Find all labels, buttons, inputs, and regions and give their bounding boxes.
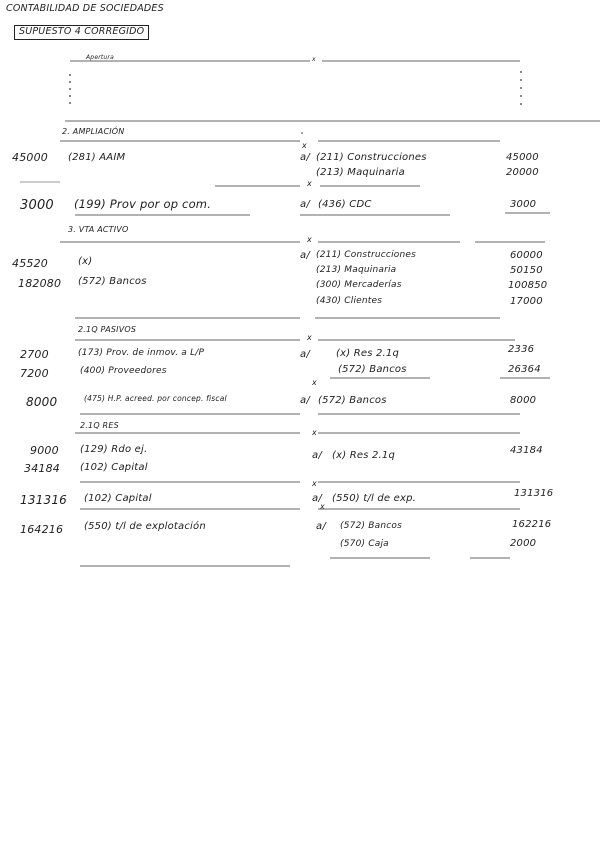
section-vta-activo: 3. VTA ACTIVO xyxy=(68,225,129,234)
separator-x: x xyxy=(320,502,325,511)
separator-x: x xyxy=(312,479,317,488)
debit-amount: 3000 xyxy=(20,198,54,213)
credit-account: (213) Maquinaria xyxy=(316,167,405,178)
debit-amount: 164216 xyxy=(20,523,64,536)
credit-amount: 3000 xyxy=(510,199,537,210)
entry-connector: a/ xyxy=(316,521,326,532)
credit-account: (430) Clientes xyxy=(316,296,383,306)
credit-account: (436) CDC xyxy=(318,199,372,210)
separator-x: x xyxy=(302,141,307,150)
credit-account: (572) Bancos xyxy=(318,395,387,406)
debit-account: (199) Prov por op com. xyxy=(74,197,212,211)
debit-amount: 7200 xyxy=(20,367,49,380)
debit-account: (102) Capital xyxy=(84,493,152,504)
debit-account: (572) Bancos xyxy=(78,276,147,287)
section-res: 2.1Q RES xyxy=(80,421,119,430)
credit-account: (570) Caja xyxy=(340,539,389,549)
separator-x: x xyxy=(307,179,312,188)
credit-amount: 50150 xyxy=(510,265,543,276)
debit-amount: 182080 xyxy=(18,277,62,290)
credit-amount: 26364 xyxy=(508,364,541,375)
credit-amount: 100850 xyxy=(508,280,548,291)
apertura-label: Apertura xyxy=(86,54,114,61)
credit-account: (572) Bancos xyxy=(338,364,407,375)
entry-connector: a/ xyxy=(312,450,322,461)
entry-connector: a/ xyxy=(300,395,310,406)
debit-amount: 8000 xyxy=(26,395,58,409)
debit-account: (173) Prov. de inmov. a L/P xyxy=(78,348,205,358)
credit-amount: 60000 xyxy=(510,250,543,261)
debit-account: (475) H.P. acreed. por concep. fiscal xyxy=(84,394,227,403)
credit-account: (211) Construcciones xyxy=(316,250,417,260)
debit-amount: 2700 xyxy=(20,348,49,361)
separator-x: x xyxy=(312,56,316,63)
debit-account: (550) t/l de explotación xyxy=(84,521,206,532)
document-title: CONTABILIDAD DE SOCIEDADES xyxy=(6,3,164,14)
credit-amount: 162216 xyxy=(512,519,552,530)
debit-amount: 45000 xyxy=(12,151,48,164)
debit-amount: 131316 xyxy=(20,493,68,507)
debit-amount: 45520 xyxy=(12,257,48,270)
separator-x: x xyxy=(307,333,312,342)
credit-account: (550) t/l de exp. xyxy=(332,493,416,504)
entry-connector: a/ xyxy=(300,349,310,360)
debit-amount: 34184 xyxy=(24,462,60,475)
credit-amount: 2336 xyxy=(508,344,535,355)
debit-amount: 9000 xyxy=(30,444,59,457)
section-ampliacion: 2. AMPLIACIÓN xyxy=(62,127,125,136)
credit-amount: 43184 xyxy=(510,445,543,456)
debit-account: (281) AAIM xyxy=(68,152,126,163)
credit-account: (300) Mercaderías xyxy=(316,280,402,290)
credit-account: (213) Maquinaria xyxy=(316,265,397,275)
section-pasivos: 2.1Q PASIVOS xyxy=(78,325,137,334)
separator-x: x xyxy=(307,235,312,244)
credit-account: (x) Res 2.1q xyxy=(336,348,400,359)
separator-x: x xyxy=(312,378,317,387)
entry-connector: a/ xyxy=(300,199,310,210)
debit-account: (102) Capital xyxy=(80,462,148,473)
credit-amount: 8000 xyxy=(510,395,537,406)
credit-account: (572) Bancos xyxy=(340,521,402,531)
debit-account: (x) xyxy=(78,256,93,267)
entry-connector: a/ xyxy=(312,493,322,504)
debit-account: (400) Proveedores xyxy=(80,366,167,376)
credit-account: (211) Construcciones xyxy=(316,152,427,163)
supuesto-heading: SUPUESTO 4 CORREGIDO xyxy=(14,25,149,40)
credit-amount: 131316 xyxy=(514,488,554,499)
entry-connector: a/ xyxy=(300,152,310,163)
debit-account: (129) Rdo ej. xyxy=(80,444,148,455)
credit-account: (x) Res 2.1q xyxy=(332,450,396,461)
credit-amount: 17000 xyxy=(510,296,543,307)
credit-amount: 45000 xyxy=(506,152,539,163)
credit-amount: 2000 xyxy=(510,538,537,549)
credit-amount: 20000 xyxy=(506,167,539,178)
entry-connector: a/ xyxy=(300,250,310,261)
separator-x: x xyxy=(312,428,317,437)
